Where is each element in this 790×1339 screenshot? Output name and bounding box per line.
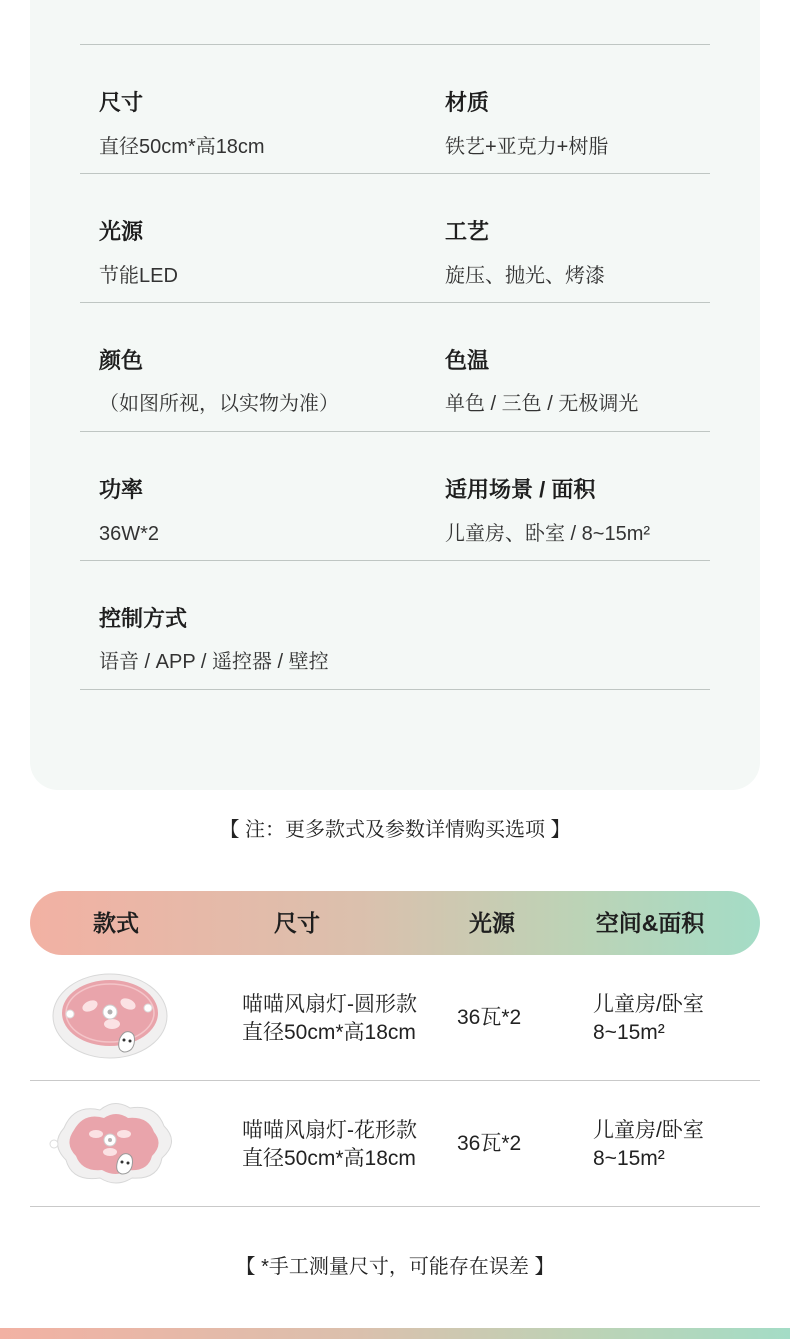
row1-size: 直径50cm*高18cm (242, 1021, 416, 1044)
spec-divider (80, 302, 710, 303)
table-header-size: 尺寸 (274, 910, 320, 936)
row2-light: 36瓦*2 (457, 1132, 522, 1155)
spec-label-light-source: 光源 (99, 219, 144, 244)
spec-label-craft: 工艺 (445, 219, 490, 244)
spec-value-color-temp: 单色 / 三色 / 无极调光 (445, 393, 639, 415)
spec-label-scene-area: 适用场景 / 面积 (445, 477, 596, 502)
spec-label-size: 尺寸 (99, 90, 144, 115)
row1-area: 8~15m² (593, 1021, 665, 1044)
spec-label-control: 控制方式 (99, 606, 188, 631)
spec-divider (80, 689, 710, 690)
spec-label-material: 材质 (445, 90, 490, 115)
table-header-style: 款式 (93, 910, 139, 936)
spec-value-material: 铁艺+亚克力+树脂 (445, 136, 609, 158)
table-header-light: 光源 (469, 910, 515, 936)
spec-value-craft: 旋压、抛光、烤漆 (445, 265, 605, 287)
spec-value-light-source: 节能LED (99, 265, 178, 287)
row2-size: 直径50cm*高18cm (242, 1147, 416, 1170)
row1-name: 喵喵风扇灯-圆形款 (242, 993, 417, 1016)
table-row-divider (30, 1080, 760, 1081)
flower-lamp-image (44, 1098, 176, 1190)
row2-area: 8~15m² (593, 1147, 665, 1170)
round-lamp-image (50, 968, 172, 1066)
row1-light: 36瓦*2 (457, 1006, 522, 1029)
note-measurement-error: 【 *手工测量尺寸，可能存在误差 】 (235, 1256, 555, 1278)
table-row-divider (30, 1206, 760, 1207)
spec-divider (80, 560, 710, 561)
bottom-gradient-bar (0, 1328, 790, 1339)
note-more-options: 【 注：更多款式及参数详情购买选项 】 (219, 819, 571, 841)
row2-space: 儿童房/卧室 (593, 1119, 704, 1142)
row1-space: 儿童房/卧室 (593, 993, 704, 1016)
spec-value-color: （如图所视，以实物为准） (99, 393, 339, 415)
spec-divider (80, 431, 710, 432)
spec-value-size: 直径50cm*高18cm (99, 136, 265, 158)
spec-divider (80, 173, 710, 174)
spec-divider (80, 44, 710, 45)
row2-name: 喵喵风扇灯-花形款 (242, 1119, 417, 1142)
spec-value-scene-area: 儿童房、卧室 / 8~15m² (445, 523, 651, 545)
table-header-space-area: 空间&面积 (595, 910, 705, 936)
table-header (30, 891, 760, 955)
spec-label-color-temp: 色温 (445, 348, 490, 373)
spec-value-control: 语音 / APP / 遥控器 / 壁控 (99, 651, 329, 673)
spec-label-power: 功率 (99, 477, 144, 502)
spec-value-power: 36W*2 (99, 523, 160, 545)
spec-label-color: 颜色 (99, 348, 144, 373)
